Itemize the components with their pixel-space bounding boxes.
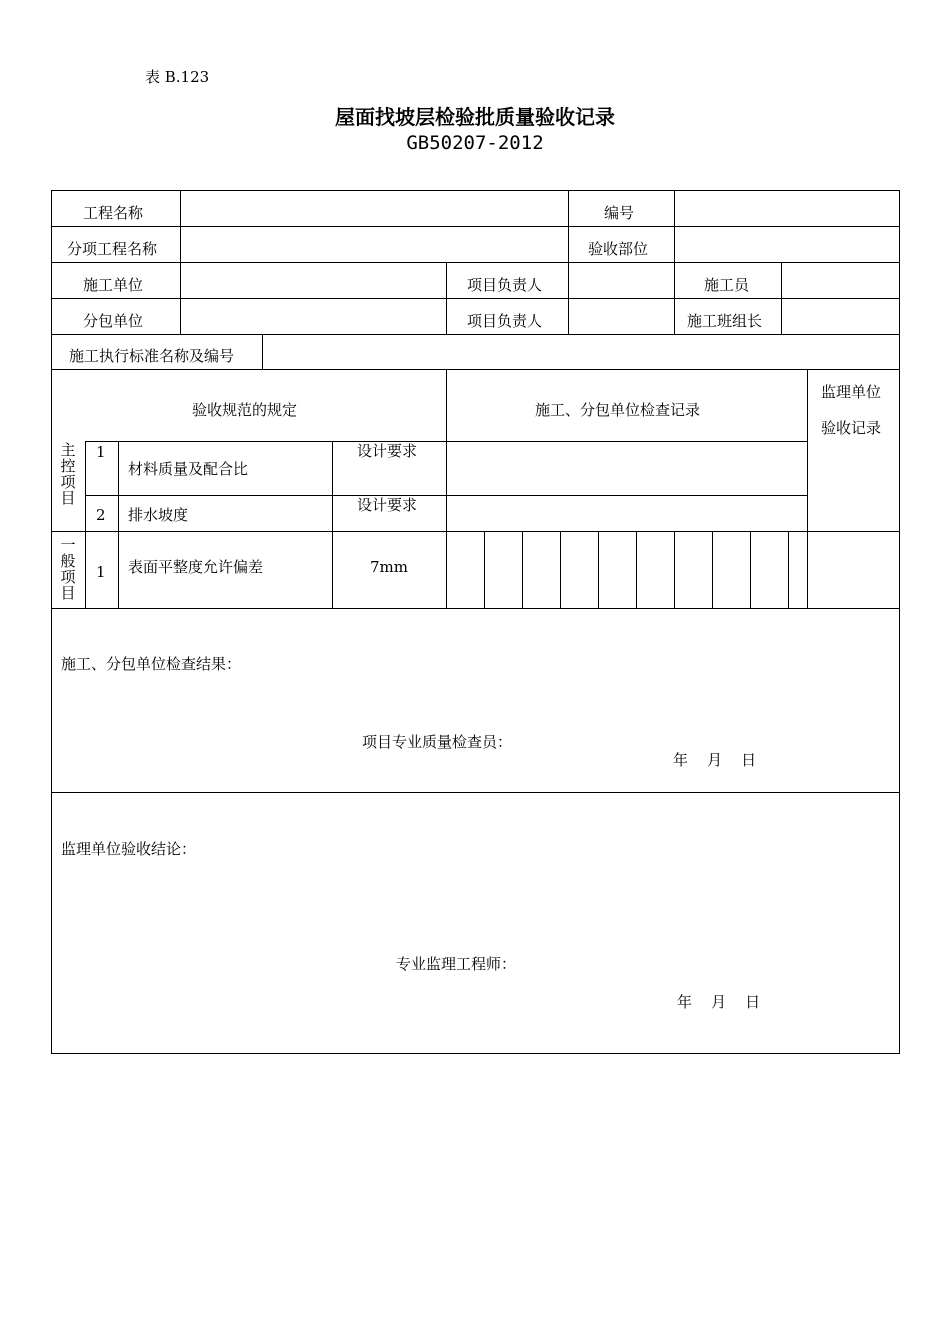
construction-unit-label: 施工单位 xyxy=(83,276,144,294)
main-item-1-name: 材料质量及配合比 xyxy=(128,460,249,478)
row-divider xyxy=(51,262,899,263)
row-divider xyxy=(51,792,899,793)
supervisor-record-header-line2: 验收记录 xyxy=(821,419,882,437)
col-divider xyxy=(598,531,599,608)
table-number: 表 B.123 xyxy=(145,68,210,86)
col-divider xyxy=(712,531,713,608)
quality-inspector-label: 项目专业质量检查员： xyxy=(362,733,513,751)
col-divider xyxy=(262,334,263,369)
col-divider xyxy=(750,531,751,608)
supervisor-record-header-line1: 监理单位 xyxy=(821,383,882,401)
main-item-2-requirement: 设计要求 xyxy=(357,496,418,514)
inspection-record-header: 施工、分包单位检查记录 xyxy=(535,401,701,419)
constructor-label: 施工员 xyxy=(704,276,750,294)
col-divider xyxy=(674,531,675,608)
project-name-label: 工程名称 xyxy=(83,204,144,222)
col-divider xyxy=(446,262,447,334)
page-title: 屋面找坡层检验批质量验收记录 xyxy=(335,105,615,129)
subcontract-unit-label: 分包单位 xyxy=(83,312,144,330)
team-leader-label: 施工班组长 xyxy=(687,312,763,330)
project-manager-label: 项目负责人 xyxy=(467,276,543,294)
col-divider xyxy=(522,531,523,608)
col-divider xyxy=(560,531,561,608)
main-item-2-name: 排水坡度 xyxy=(128,506,189,524)
col-divider xyxy=(807,369,808,608)
main-item-1-no: 1 xyxy=(96,443,106,461)
col-divider xyxy=(781,262,782,334)
row-divider xyxy=(51,531,899,532)
row-divider xyxy=(51,298,899,299)
result-section-title: 施工、分包单位检查结果： xyxy=(61,655,242,673)
standard-code: GB50207-2012 xyxy=(406,132,544,154)
general-items-group-label: 一 般 项 目 xyxy=(60,536,76,602)
conclusion-section-title: 监理单位验收结论： xyxy=(61,840,197,858)
col-divider xyxy=(85,441,86,608)
col-divider xyxy=(446,369,447,608)
result-date: 年 月 日 xyxy=(673,751,757,769)
project-manager-label-2: 项目负责人 xyxy=(467,312,543,330)
general-item-1-no: 1 xyxy=(96,563,106,581)
col-divider xyxy=(180,190,181,334)
general-item-1-name: 表面平整度允许偏差 xyxy=(128,558,264,576)
col-divider xyxy=(788,531,789,608)
serial-no-label: 编号 xyxy=(604,204,635,222)
exec-standard-label: 施工执行标准名称及编号 xyxy=(69,347,235,365)
main-item-1-requirement: 设计要求 xyxy=(357,442,418,460)
acceptance-part-label: 验收部位 xyxy=(588,240,649,258)
col-divider xyxy=(332,441,333,608)
col-divider xyxy=(484,531,485,608)
col-divider xyxy=(118,441,119,608)
col-divider xyxy=(568,190,569,262)
row-divider xyxy=(51,334,899,335)
row-divider xyxy=(51,608,899,609)
col-divider xyxy=(636,531,637,608)
sub-project-name-label: 分项工程名称 xyxy=(67,240,158,258)
row-divider xyxy=(51,226,899,227)
row-divider xyxy=(51,369,899,370)
col-divider xyxy=(568,262,569,334)
conclusion-date: 年 月 日 xyxy=(677,993,761,1011)
supervising-engineer-label: 专业监理工程师： xyxy=(396,955,517,973)
col-divider xyxy=(674,190,675,334)
main-item-2-no: 2 xyxy=(96,506,106,524)
spec-rules-header: 验收规范的规定 xyxy=(192,401,298,419)
main-items-group-label: 主 控 项 目 xyxy=(60,441,76,507)
general-item-1-requirement: 7mm xyxy=(370,558,408,576)
